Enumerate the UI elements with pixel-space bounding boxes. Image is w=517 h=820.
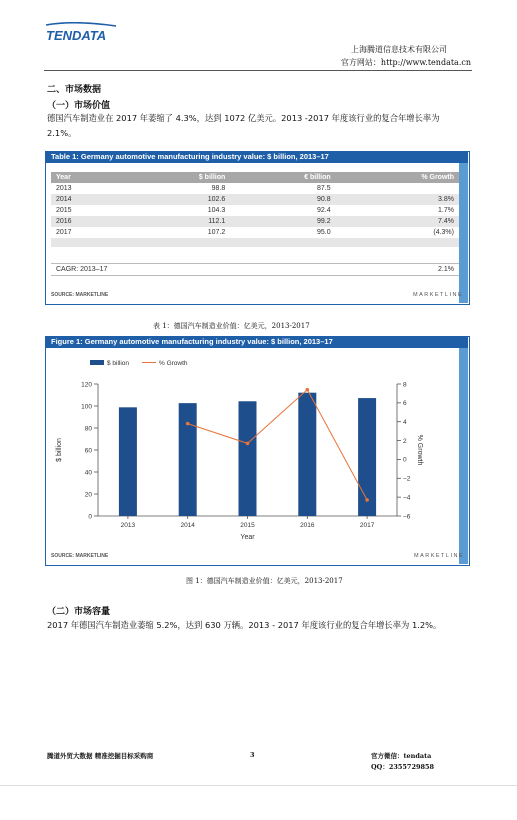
y-tick-label: 0 <box>88 513 92 521</box>
table-caption: 表 1：德国汽车制造业价值：亿美元，2013-2017 <box>153 322 310 330</box>
y2-axis-label: % Growth <box>416 434 423 466</box>
table-side-strip <box>459 163 468 303</box>
cell-eur: 99.2 <box>230 216 335 227</box>
x-tick-label: 2016 <box>300 522 315 529</box>
industry-value-chart <box>46 349 458 549</box>
header-divider <box>44 70 472 71</box>
legend-swatch-bar <box>90 360 104 365</box>
footer-wechat: 官方微信：tendata <box>371 752 432 760</box>
y2-tick-label: 4 <box>403 419 407 427</box>
growth-point-2014 <box>186 422 190 426</box>
cell-year: 2015 <box>56 207 72 214</box>
page-number: 3 <box>250 751 255 759</box>
cell-growth: 1.7% <box>438 207 454 214</box>
table-row <box>51 183 459 194</box>
logo-text: TENDATA <box>46 28 107 43</box>
table-row <box>51 194 459 205</box>
cell-year: 2016 <box>51 216 125 227</box>
tendata-logo <box>44 22 118 44</box>
industry-value-table <box>51 172 459 247</box>
x-tick-label: 2014 <box>180 522 195 529</box>
market-value-paragraph: 德国汽车制造业在 2017 年萎缩了 4.3%，达到 1072 亿美元。2013 -2017 年度该行业的复合年增长率为 2.1%。 <box>47 113 440 138</box>
y2-tick-label: 0 <box>403 456 407 464</box>
cell-year: 2017 <box>56 229 72 236</box>
growth-line <box>188 390 367 500</box>
cell-usd: 98.8 <box>211 185 226 192</box>
figure-caption: 图 1：德国汽车制造业价值：亿美元，2013-2017 <box>186 577 343 585</box>
figure-title: Figure 1: Germany automotive manufacturing industry value: $ billion, 2013–17 <box>45 336 468 348</box>
x-tick-label: 2017 <box>359 522 375 529</box>
subsection-market-value: （一）市场价值 <box>47 101 111 111</box>
cell-growth: 7.4% <box>336 216 459 227</box>
cell-eur: 92.4 <box>317 207 331 214</box>
section-heading: 二、市场数据 <box>47 85 102 95</box>
cell-eur: 87.5 <box>317 185 331 192</box>
col-usd: $ billion <box>125 172 230 183</box>
figure-brand: MARKETLINE <box>414 553 465 559</box>
market-volume-paragraph: 2017 年德国汽车制造业萎缩 5.2%，达到 630 万辆。2013 - 2017 年度该行业的复合年增长率为 1.2%。 <box>47 620 442 630</box>
y2-tick-label: −6 <box>403 513 411 521</box>
y-tick-label: 40 <box>84 469 92 477</box>
bar-2013 <box>119 407 137 516</box>
col-eur: € billion <box>230 172 335 183</box>
subsection-market-volume: （二）市场容量 <box>47 607 111 617</box>
company-website[interactable]: 官方网站：http://www.tendata.cn <box>340 58 471 67</box>
company-name: 上海腾道信息技术有限公司 <box>351 45 447 54</box>
y2-tick-label: −2 <box>403 475 411 483</box>
col-year: Year <box>51 172 125 183</box>
col-growth: % Growth <box>336 172 459 183</box>
cell-eur: 95.0 <box>317 229 331 236</box>
cell-year: 2013 <box>56 185 72 192</box>
table-spacer-row <box>51 238 459 247</box>
cell-usd: 104.3 <box>207 207 226 214</box>
table-row <box>51 205 459 216</box>
footer-slogan: 腾道外贸大数据 精准挖掘目标采购商 <box>47 752 154 760</box>
table-header-row <box>51 172 459 183</box>
x-axis-label: Year <box>240 534 255 541</box>
cagr-row <box>51 263 459 276</box>
y2-tick-label: −4 <box>403 494 411 502</box>
table-brand: MARKETLINE <box>413 292 464 298</box>
cell-usd: 107.2 <box>207 229 226 236</box>
cell-growth <box>336 183 459 194</box>
y-tick-label: 60 <box>84 447 92 455</box>
footer-qq: QQ：2355729858 <box>371 763 435 771</box>
cell-usd: 102.6 <box>125 194 230 205</box>
figure-side-strip <box>459 348 468 564</box>
y-tick-label: 80 <box>84 425 92 433</box>
legend-label-bar: $ billion <box>107 360 130 367</box>
x-tick-label: 2015 <box>240 522 255 529</box>
legend-label-line: % Growth <box>159 360 188 367</box>
footer-divider <box>0 785 517 786</box>
y2-tick-label: 8 <box>403 381 407 389</box>
x-tick-label: 2013 <box>120 522 136 529</box>
cell-year: 2014 <box>51 194 125 205</box>
cagr-value: 2.1% <box>438 266 454 273</box>
growth-point-2017 <box>365 498 369 502</box>
y-tick-label: 100 <box>81 403 92 411</box>
cell-usd: 112.1 <box>125 216 230 227</box>
table-row <box>51 216 459 227</box>
bar-2016 <box>298 393 316 516</box>
y2-tick-label: 2 <box>403 437 407 445</box>
cagr-label: CAGR: 2013–17 <box>56 266 108 273</box>
cell-growth: 3.8% <box>336 194 459 205</box>
y-axis-label: $ billion <box>56 438 63 462</box>
bar-2014 <box>179 403 197 516</box>
table-title: Table 1: Germany automotive manufacturing industry value: $ billion, 2013–17 <box>45 151 468 163</box>
y2-tick-label: 6 <box>403 400 407 408</box>
y-tick-label: 20 <box>84 491 92 499</box>
growth-point-2015 <box>246 442 250 446</box>
cell-growth: (4.3%) <box>433 229 454 236</box>
cell-eur: 90.8 <box>230 194 335 205</box>
table-row <box>51 227 459 238</box>
table-source: SOURCE: MARKETLINE <box>51 292 109 298</box>
y-tick-label: 120 <box>81 381 92 389</box>
growth-point-2016 <box>306 388 310 392</box>
figure-source: SOURCE: MARKETLINE <box>51 553 109 559</box>
bar-2015 <box>239 401 257 516</box>
